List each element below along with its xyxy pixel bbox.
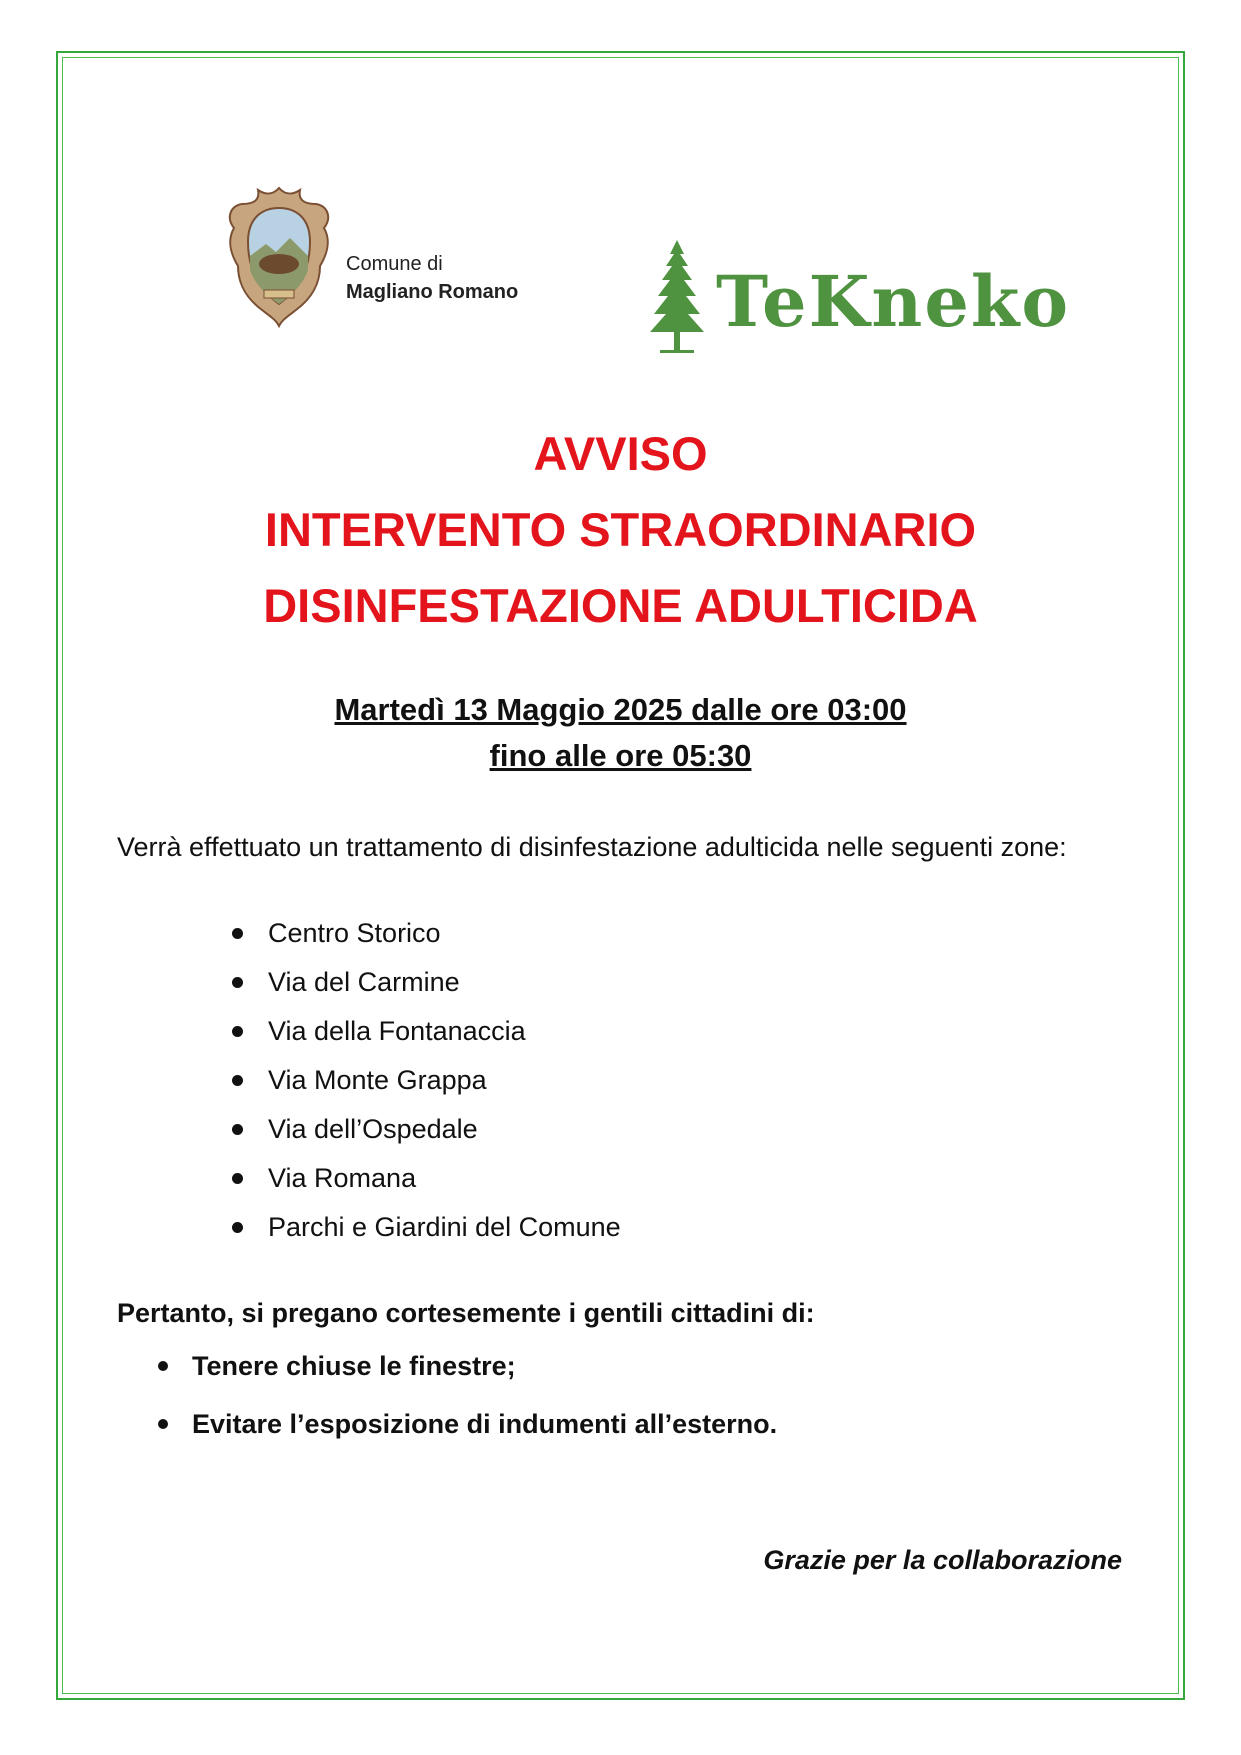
list-item [226, 961, 621, 1010]
zone-label: Via della Fontanaccia [268, 1016, 526, 1046]
bullet-icon [232, 977, 243, 988]
bullet-icon [158, 1419, 168, 1429]
bullet-icon [158, 1361, 168, 1371]
actions-list [152, 1346, 777, 1462]
closing-text: Grazie per la collaborazione [763, 1545, 1122, 1575]
list-item [226, 1206, 621, 1255]
bullet-icon [232, 1026, 243, 1037]
list-item [226, 912, 621, 961]
list-item [152, 1404, 777, 1462]
bullet-icon [232, 1222, 243, 1233]
comune-line1: Comune di [346, 253, 443, 275]
bullet-icon [232, 1075, 243, 1086]
bullet-icon [232, 928, 243, 939]
title-avviso: AVVISO [533, 427, 708, 480]
list-item [226, 1108, 621, 1157]
title-disinfestazione: DISINFESTAZIONE ADULTICIDA [263, 579, 978, 632]
zone-label: Via dell’Ospedale [268, 1114, 478, 1144]
date-line2: fino alle ore 05:30 [489, 738, 752, 773]
bullet-icon [232, 1124, 243, 1135]
zone-label: Via del Carmine [268, 967, 460, 997]
company-logo-text: TeKneko [716, 260, 1071, 343]
zone-label: Via Monte Grappa [268, 1065, 487, 1095]
zone-label: Parchi e Giardini del Comune [268, 1212, 621, 1242]
zones-list [226, 912, 621, 1255]
municipal-crest-icon [224, 186, 334, 328]
list-item [152, 1346, 777, 1404]
zone-label: Centro Storico [268, 918, 441, 948]
list-item [226, 1059, 621, 1108]
tree-logo-icon [646, 240, 708, 358]
bullet-icon [232, 1173, 243, 1184]
action-label: Evitare l’esposizione di indumenti all’esterno. [192, 1409, 778, 1439]
request-text: Pertanto, si pregano cortesemente i gentili cittadini di: [117, 1298, 815, 1328]
comune-label [346, 250, 518, 306]
zone-label: Via Romana [268, 1163, 417, 1193]
list-item [226, 1157, 621, 1206]
list-item [226, 1010, 621, 1059]
action-label: Tenere chiuse le finestre; [192, 1351, 516, 1381]
date-line1: Martedì 13 Maggio 2025 dalle ore 03:00 [334, 692, 907, 727]
comune-line2: Magliano Romano [346, 281, 519, 303]
title-intervento: INTERVENTO STRAORDINARIO [264, 503, 977, 556]
intro-paragraph: Verrà effettuato un trattamento di disinfestazione adulticida nelle seguenti zone: [117, 832, 1067, 862]
